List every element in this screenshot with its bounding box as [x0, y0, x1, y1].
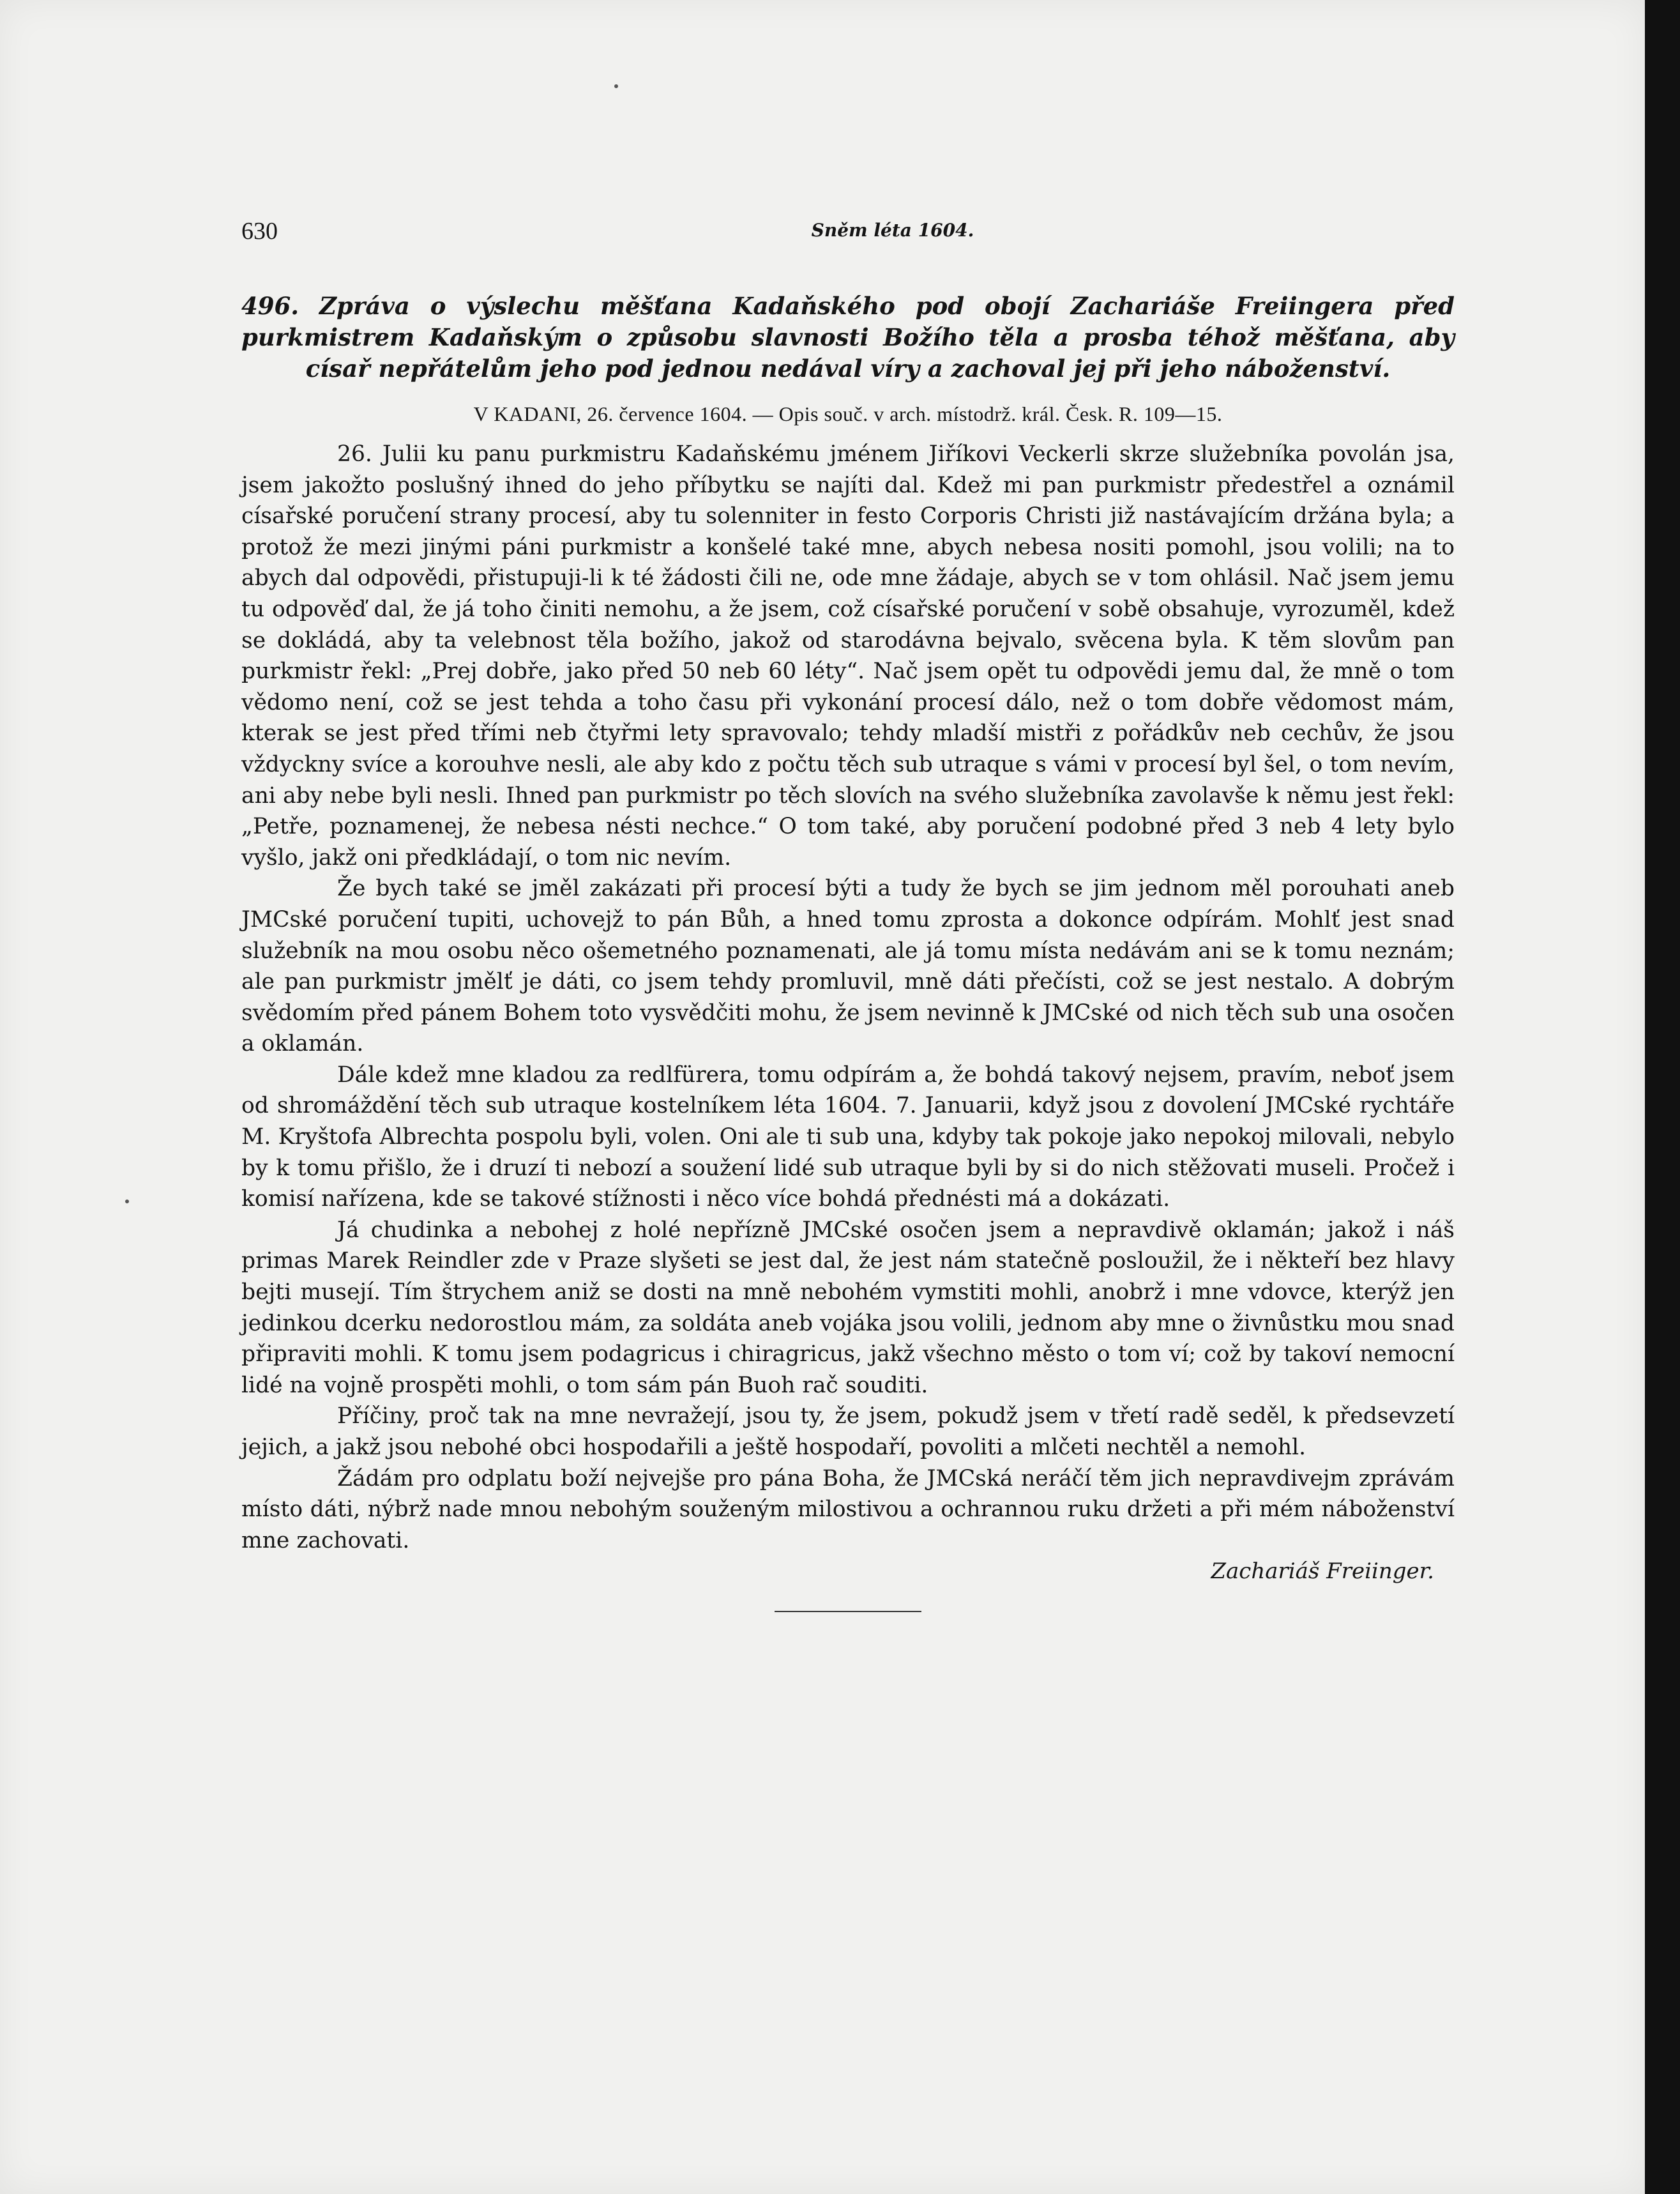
ink-speck — [125, 1200, 129, 1203]
signature-line — [241, 1556, 1455, 1587]
paragraph: 26. Julii ku panu purkmistru Kadaňskému jménem Jiříkovi Veckerli skrze služebníka povolán jsa, jsem jakožto poslušný ihned do jeho příbytku se najíti dal. Kdež mi pan purkmistr předestřel a oznámil císařské poručení strany procesí, aby tu solenniter in festo Corporis Christi již nastávajícím držána byla; a protož že mezi jinými páni purkmistr a konšelé také mne, abych nebesa nositi pomohl, jsou volili; na to abych dal odpovědi, přistupuji-li k té žádosti čili ne, ode mne žádaje, abych se v tom ohlásil. Nač jsem jemu tu odpověď dal, že já toho činiti nemohu, a že jsem, což císařské poručení v sobě obsahuje, vyrozuměl, kdež se dokládá, aby ta velebnost těla božího, jakož od starodávna bejvalo, svěcena byla. K těm slovům pan purkmistr řekl: „Prej dobře, jako před 50 neb 60 léty“. Nač jsem opět tu odpovědi jemu dal, že mně o tom vědomo není, což se jest tehda a toho času při vykonání procesí dálo, než o tom dobře vědomost mám, kterak se jest před třími neb čtyřmi lety spravovalo; tehdy mladší mistři z pořádkův neb cechův, že jsou vždyckny svíce a korouhve nesli, ale aby kdo z počtu těch sub utraque s vámi v procesí byl šel, o tom nevím, ani aby nebe byli nesli. Ihned pan purkmistr po těch slovích na svého služebníka zavolavše k němu jest řekl: „Petře, poznamenej, že nebesa nésti nechce.“ O tom také, aby poručení podobné před 3 neb 4 lety bylo vyšlo, jakž oni předkládají, o tom nic nevím. — [241, 441, 1455, 871]
paragraph: Příčiny, proč tak na mne nevražejí, jsou ty, že jsem, pokudž jsem v třetí radě seděl, k předsevzetí jejich, a jakž jsou nebohé obci hospodařili a ještě hospodaří, povoliti a mlčeti nechtěl a nemohl. — [241, 1403, 1455, 1460]
paragraph: Že bych také se jměl zakázati při procesí býti a tudy že bych se jim jednom měl porouhati aneb JMCské poručení tupiti, uchovejž to pán Bůh, a hned tomu zprosta a dokonce odpírám. Mohlť jest snad služebník na mou osobu něco ošemetného poznamenati, ale já tomu místa nedávám ani se k tomu neznám; ale pan purkmistr jmělť je dáti, co jsem tehdy promluvil, mně dáti přečísti, což se jest nestalo. A dobrým svědomím před pánem Bohem toto vysvědčiti mohu, že jsem nevinně k JMCské od nich těch sub una osočen a oklamán. — [241, 876, 1455, 1057]
page-number: 630 — [241, 218, 278, 245]
end-rule — [775, 1611, 921, 1612]
scan-border — [1645, 0, 1680, 2194]
document-body — [241, 439, 1455, 1556]
running-head — [241, 217, 1455, 255]
page-content — [241, 217, 1455, 1612]
signature: Zachariáš Freiinger. — [1211, 1558, 1434, 1585]
document-source-line: V KADANI, 26. července 1604. — Opis souč. v arch. místodrž. král. Česk. R. 109—15. — [473, 402, 1223, 425]
running-title: Sněm léta 1604. — [811, 220, 974, 241]
paragraph: Dále kdež mne kladou za redlfürera, tomu odpírám a, že bohdá takový nejsem, pravím, neboť jsem od shromáždění těch sub utraque kostelníkem léta 1604. 7. Januarii, když jsou z dovolení JMCské rychtáře M. Kryštofa Albrechta pospolu byli, volen. Oni ale ti sub una, kdyby tak pokoje jako nepokoj milovali, nebylo by k tomu přišlo, že i druzí ti nebozí a soužení lidé sub utraque byli by si do nich stěžovati museli. Pročež i komisí nařízena, kde se takové stížnosti i něco více bohdá přednésti má a dokázati. — [241, 1062, 1455, 1212]
ink-speck — [614, 84, 618, 88]
paragraph: Žádám pro odplatu boží nejvejše pro pána Boha, že JMCská neráčí těm jich nepravdivejm zprávám místo dáti, nýbrž nade mnou nebohým souženým milostivou a ochrannou ruku držeti a při mém náboženství mne zachovati. — [241, 1465, 1455, 1553]
paragraph: Já chudinka a nebohej z holé nepřízně JMCské osočen jsem a nepravdivě oklamán; jakož i náš primas Marek Reindler zde v Praze slyšeti se jest dal, že jest nám statečně posloužil, že i někteří bez hlavy bejti musejí. Tím štrychem aniž se dosti na mně nebohém vymstiti mohli, anobrž i mne vdovce, kterýž jen jedinkou dcerku nedorostlou mám, za soldáta aneb vojáka jsou volili, jednom aby mne o živnůstku mou snad připraviti mohli. K tomu jsem podagricus i chiragricus, jakž všechno město o tom ví; což by takoví nemocní lidé na vojně prospěti mohli, o tom sám pán Buoh rač souditi. — [241, 1217, 1455, 1398]
document-heading: 496. Zpráva o výslechu měšťana Kadaňského pod obojí Zachariáše Freiingera před purkmistrem Kadaňským o způsobu slavnosti Božího těla a prosba téhož měšťana, aby císař nepřátelům jeho pod jednou nedával víry a zachoval jej při jeho náboženství. — [241, 292, 1455, 383]
